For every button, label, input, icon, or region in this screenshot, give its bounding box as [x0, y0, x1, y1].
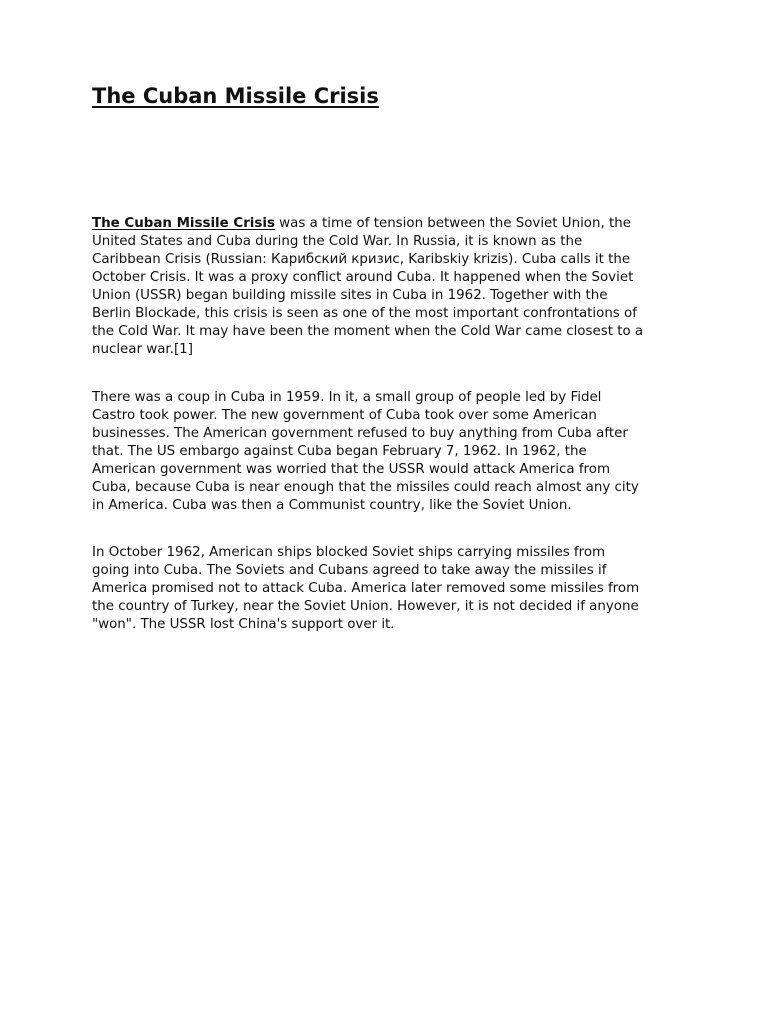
paragraph-line: nuclear war.[1]: [92, 342, 193, 357]
paragraph-line: "won". The USSR lost China's support over it.: [92, 617, 395, 632]
paragraph-resolution: [92, 544, 682, 634]
paragraph-background: [92, 389, 682, 515]
paragraph-line: America promised not to attack Cuba. America later removed some missiles from: [92, 581, 640, 596]
paragraph-line: in America. Cuba was then a Communist country, like the Soviet Union.: [92, 498, 572, 513]
paragraph-line: United States and Cuba during the Cold War. In Russia, it is known as the: [92, 234, 583, 249]
paragraph-line: In October 1962, American ships blocked Soviet ships carrying missiles from: [92, 545, 606, 560]
paragraph-line: going into Cuba. The Soviets and Cubans agreed to take away the missiles if: [92, 563, 607, 578]
line-text: was a time of tension between the Soviet Union, the: [274, 216, 631, 231]
paragraph-intro: [92, 215, 682, 359]
paragraph-line: Caribbean Crisis (Russian: Карибский кризис, Karibskiy krizis). Cuba calls it the: [92, 252, 631, 267]
paragraph-line: the country of Turkey, near the Soviet Union. However, it is not decided if anyone: [92, 599, 639, 614]
paragraph-line: [92, 215, 682, 233]
paragraph-line: Berlin Blockade, this crisis is seen as one of the most important confrontations of: [92, 306, 637, 321]
paragraph-line: that. The US embargo against Cuba began February 7, 1962. In 1962, the: [92, 444, 587, 459]
paragraph-line: There was a coup in Cuba in 1959. In it, a small group of people led by Fidel: [92, 390, 602, 405]
paragraph-line: businesses. The American government refused to buy anything from Cuba after: [92, 426, 628, 441]
paragraph-line: the Cold War. It may have been the moment when the Cold War came closest to a: [92, 324, 644, 339]
paragraph-line: Union (USSR) began building missile sites in Cuba in 1962. Together with the: [92, 288, 608, 303]
paragraph-line: Castro took power. The new government of Cuba took over some American: [92, 408, 597, 423]
lead-term-link[interactable]: The Cuban Missile Crisis: [92, 216, 275, 231]
page-title: The Cuban Missile Crisis: [92, 84, 379, 108]
paragraph-line: Cuba, because Cuba is near enough that the missiles could reach almost any city: [92, 480, 639, 495]
paragraph-line: American government was worried that the USSR would attack America from: [92, 462, 610, 477]
paragraph-line: October Crisis. It was a proxy conflict around Cuba. It happened when the Soviet: [92, 270, 634, 285]
